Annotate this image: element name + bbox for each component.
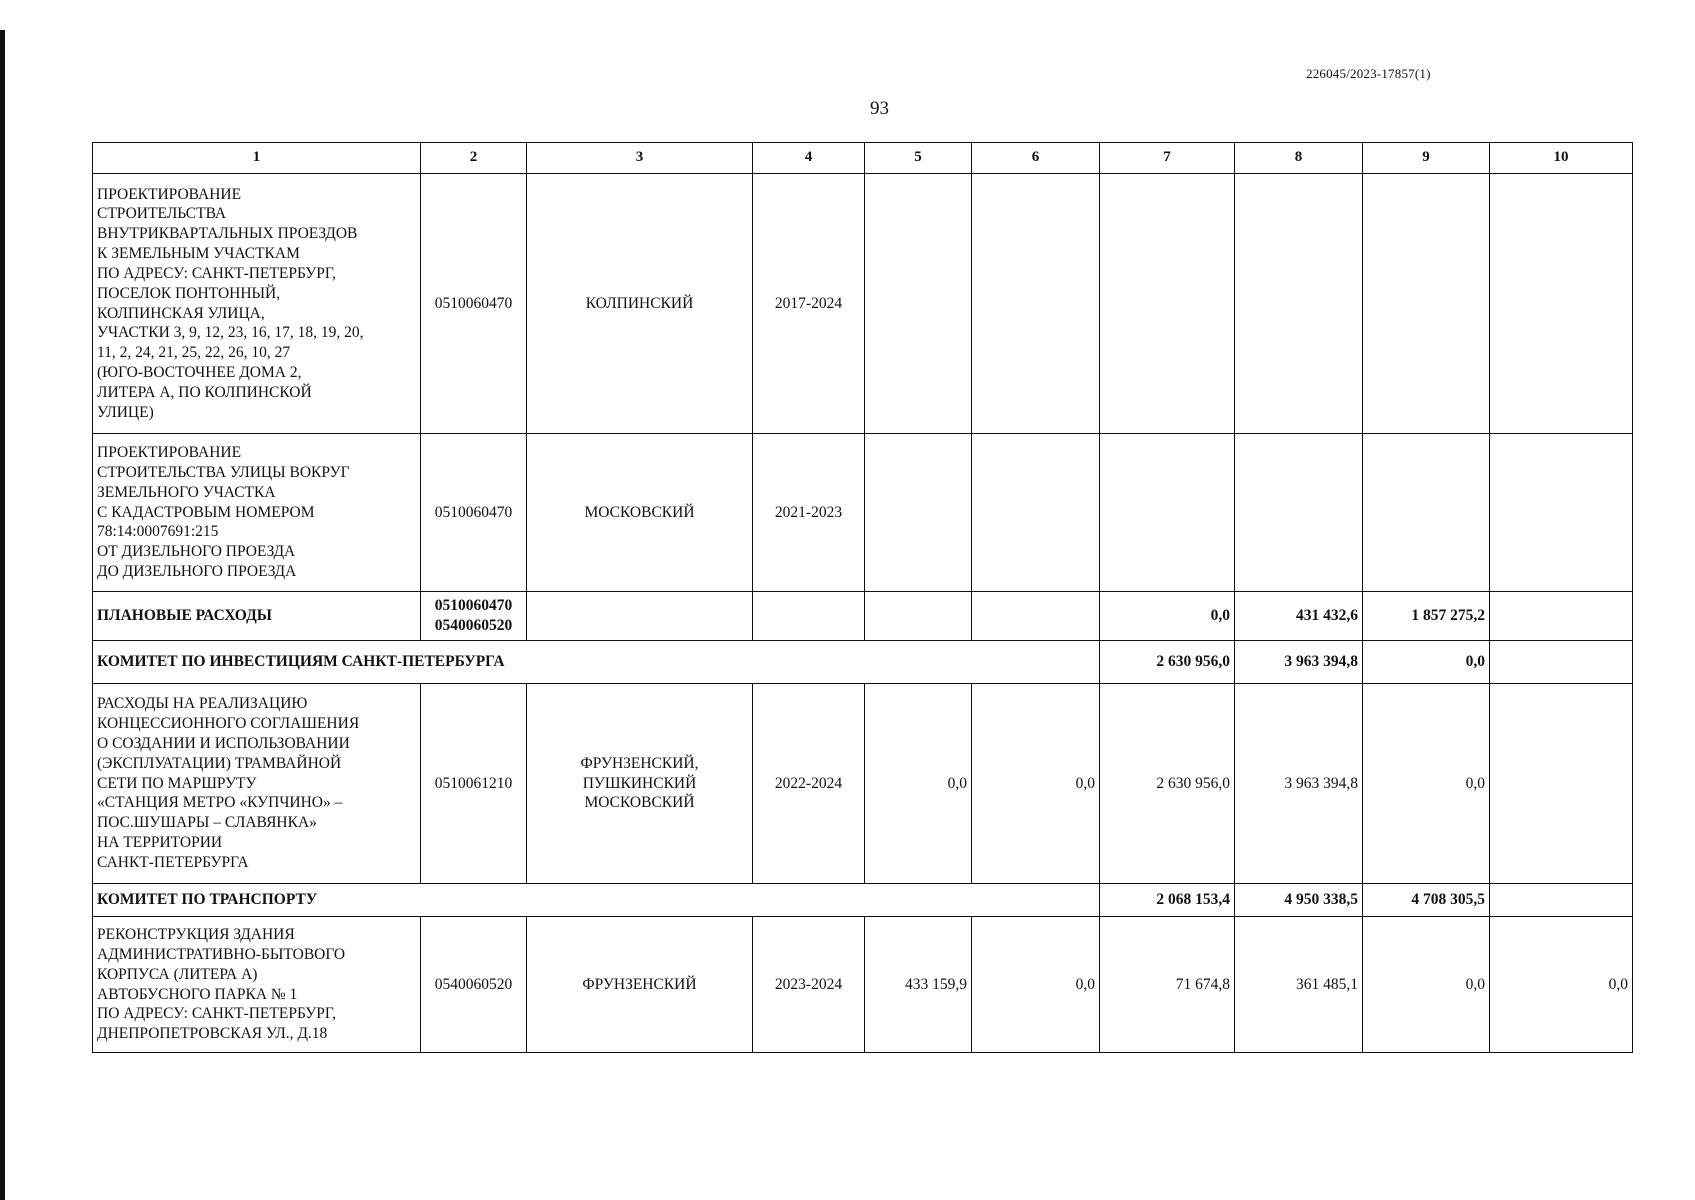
value-col-5: 0,0 — [865, 684, 972, 884]
value-col-8 — [1235, 174, 1363, 434]
planned-total-col-8: 431 432,6 — [1235, 592, 1363, 641]
budget-table — [92, 142, 1633, 1053]
value-col-9: 0,0 — [1363, 917, 1490, 1053]
col-header-7: 7 — [1100, 143, 1235, 174]
col-header-5: 5 — [865, 143, 972, 174]
value-col-6: 0,0 — [972, 684, 1100, 884]
table-row — [93, 684, 1633, 884]
committee-transport-col-7: 2 068 153,4 — [1100, 884, 1235, 917]
col-header-9: 9 — [1363, 143, 1490, 174]
value-col-7: 2 630 956,0 — [1100, 684, 1235, 884]
committee-investments-col-9: 0,0 — [1363, 641, 1490, 684]
value-col-10: 0,0 — [1490, 917, 1633, 1053]
document-id: 226045/2023-17857(1) — [1306, 66, 1431, 81]
page-number: 93 — [870, 98, 889, 119]
planned-total-col-9: 1 857 275,2 — [1363, 592, 1490, 641]
planned-total-codes — [421, 592, 527, 641]
period: 2021-2023 — [753, 434, 865, 592]
project-name: РАСХОДЫ НА РЕАЛИЗАЦИЮ КОНЦЕССИОННОГО СОГЛАШЕНИЯ О СОЗДАНИИ И ИСПОЛЬЗОВАНИИ (ЭКСПЛУАТАЦИИ) ТРАМВАЙНОЙ СЕТИ ПО МАРШРУТУ «СТАНЦИЯ МЕТРО «КУПЧИНО» – ПОС.ШУШАРЫ – СЛАВЯНКА» НА ТЕРРИТОРИИ САНКТ-ПЕТЕРБУРГА — [93, 684, 421, 884]
planned-total-code-2: 0540060520 — [434, 617, 513, 634]
district: КОЛПИНСКИЙ — [527, 174, 753, 434]
planned-total-code-1: 0510060470 — [434, 597, 513, 615]
col-header-6: 6 — [972, 143, 1100, 174]
col-header-10: 10 — [1490, 143, 1633, 174]
committee-transport-col-9: 4 708 305,5 — [1363, 884, 1490, 917]
period: 2022-2024 — [753, 684, 865, 884]
col-header-1: 1 — [93, 143, 421, 174]
value-col-7 — [1100, 434, 1235, 592]
empty-cell — [527, 592, 753, 641]
value-col-9 — [1363, 434, 1490, 592]
period: 2023-2024 — [753, 917, 865, 1053]
value-col-10 — [1490, 684, 1633, 884]
committee-transport-label: КОМИТЕТ ПО ТРАНСПОРТУ — [93, 884, 1100, 917]
empty-cell — [753, 592, 865, 641]
value-col-8: 3 963 394,8 — [1235, 684, 1363, 884]
value-col-6: 0,0 — [972, 917, 1100, 1053]
planned-total-col-10 — [1490, 592, 1633, 641]
committee-investments-row — [93, 641, 1633, 684]
value-col-6 — [972, 434, 1100, 592]
value-col-8 — [1235, 434, 1363, 592]
scan-edge — [0, 30, 5, 1200]
committee-investments-col-8: 3 963 394,8 — [1235, 641, 1363, 684]
committee-investments-label: КОМИТЕТ ПО ИНВЕСТИЦИЯМ САНКТ-ПЕТЕРБУРГА — [93, 641, 1100, 684]
value-col-10 — [1490, 434, 1633, 592]
table-row — [93, 174, 1633, 434]
project-name: ПРОЕКТИРОВАНИЕ СТРОИТЕЛЬСТВА ВНУТРИКВАРТАЛЬНЫХ ПРОЕЗДОВ К ЗЕМЕЛЬНЫМ УЧАСТКАМ ПО АДРЕСУ: САНКТ-ПЕТЕРБУРГ, ПОСЕЛОК ПОНТОННЫЙ, КОЛПИНСКАЯ УЛИЦА, УЧАСТКИ 3, 9, 12, 23, 16, 17, 18, 19, 20, 11, 2, 24, 21, 25, 22, 26, 10, 27 (ЮГО-ВОСТОЧНЕЕ ДОМА 2, ЛИТЕРА А, ПО КОЛПИНСКОЙ УЛИЦЕ) — [93, 174, 421, 434]
table-row — [93, 434, 1633, 592]
district: ФРУНЗЕНСКИЙ, ПУШКИНСКИЙ МОСКОВСКИЙ — [527, 684, 753, 884]
value-col-5 — [865, 434, 972, 592]
value-col-10 — [1490, 174, 1633, 434]
committee-transport-col-8: 4 950 338,5 — [1235, 884, 1363, 917]
budget-code: 0510060470 — [421, 174, 527, 434]
col-header-3: 3 — [527, 143, 753, 174]
project-name: РЕКОНСТРУКЦИЯ ЗДАНИЯ АДМИНИСТРАТИВНО-БЫТОВОГО КОРПУСА (ЛИТЕРА А) АВТОБУСНОГО ПАРКА № 1 ПО АДРЕСУ: САНКТ-ПЕТЕРБУРГ, ДНЕПРОПЕТРОВСКАЯ УЛ., Д.18 — [93, 917, 421, 1053]
value-col-7: 71 674,8 — [1100, 917, 1235, 1053]
empty-cell — [865, 592, 972, 641]
value-col-6 — [972, 174, 1100, 434]
col-header-8: 8 — [1235, 143, 1363, 174]
col-header-2: 2 — [421, 143, 527, 174]
committee-transport-col-10 — [1490, 884, 1633, 917]
value-col-9: 0,0 — [1363, 684, 1490, 884]
district: ФРУНЗЕНСКИЙ — [527, 917, 753, 1053]
committee-investments-col-7: 2 630 956,0 — [1100, 641, 1235, 684]
budget-code: 0510061210 — [421, 684, 527, 884]
value-col-5: 433 159,9 — [865, 917, 972, 1053]
column-number-row — [93, 143, 1633, 174]
value-col-5 — [865, 174, 972, 434]
planned-total-row — [93, 592, 1633, 641]
committee-transport-row — [93, 884, 1633, 917]
budget-code: 0510060470 — [421, 434, 527, 592]
planned-total-label: ПЛАНОВЫЕ РАСХОДЫ — [93, 592, 421, 641]
planned-total-col-7: 0,0 — [1100, 592, 1235, 641]
period: 2017-2024 — [753, 174, 865, 434]
district: МОСКОВСКИЙ — [527, 434, 753, 592]
project-name: ПРОЕКТИРОВАНИЕ СТРОИТЕЛЬСТВА УЛИЦЫ ВОКРУГ ЗЕМЕЛЬНОГО УЧАСТКА С КАДАСТРОВЫМ НОМЕРОМ 78:14:0007691:215 ОТ ДИЗЕЛЬНОГО ПРОЕЗДА ДО ДИЗЕЛЬНОГО ПРОЕЗДА — [93, 434, 421, 592]
table-row — [93, 917, 1633, 1053]
value-col-7 — [1100, 174, 1235, 434]
value-col-8: 361 485,1 — [1235, 917, 1363, 1053]
value-col-9 — [1363, 174, 1490, 434]
col-header-4: 4 — [753, 143, 865, 174]
committee-investments-col-10 — [1490, 641, 1633, 684]
budget-code: 0540060520 — [421, 917, 527, 1053]
empty-cell — [972, 592, 1100, 641]
